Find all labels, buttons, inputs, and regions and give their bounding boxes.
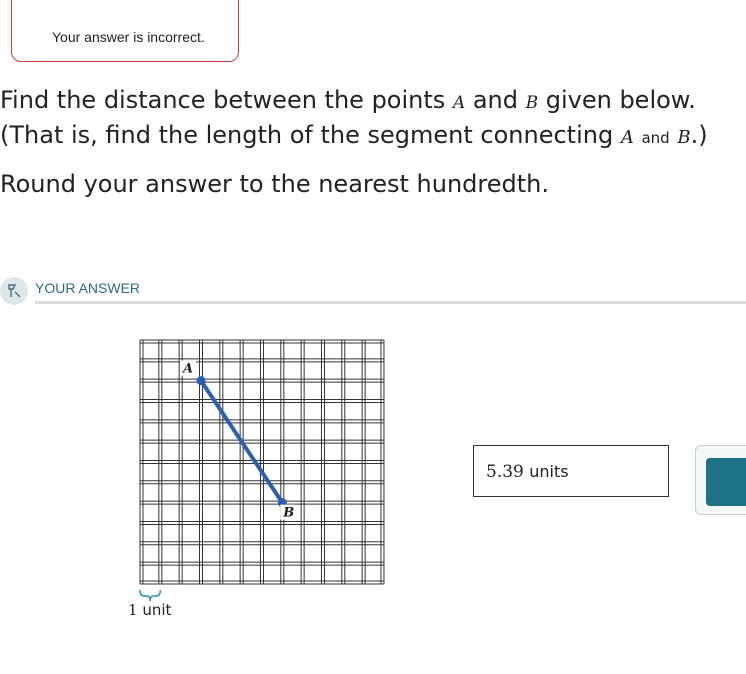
answer-value (486, 462, 569, 482)
question-text: and (465, 86, 526, 114)
point-b-label: B (283, 505, 295, 521)
your-answer-label: YOUR ANSWER (35, 280, 141, 296)
unit-number: 1 (128, 601, 138, 619)
question-text: given below. (538, 86, 696, 114)
feedback-message: Your answer is incorrect. (52, 29, 205, 45)
question-text: .) (690, 121, 708, 149)
point-a-var: A (452, 93, 466, 113)
point-a-label-box (180, 361, 196, 377)
answer-unit: units (529, 462, 569, 481)
point-b-var: B (525, 93, 539, 113)
answer-input[interactable] (473, 445, 669, 497)
point-a-label: A (182, 361, 194, 377)
point-b-label-box (280, 505, 296, 521)
and-word: and (641, 129, 670, 147)
unit-brace (140, 590, 160, 601)
answer-action-button[interactable] (695, 445, 746, 515)
question-text: (That is, find the length of the segment connecting (0, 121, 621, 149)
action-button-face (706, 458, 746, 506)
point-a (196, 376, 205, 385)
point-b-var: B (677, 127, 691, 148)
segment-ab (201, 381, 282, 503)
unit-label (128, 601, 171, 619)
grid-lines (140, 340, 384, 584)
point-a-var: A (620, 127, 634, 148)
question-text: Find the distance between the points (0, 86, 453, 114)
question-line-3: Round your answer to the nearest hundredth. (0, 170, 549, 198)
answer-number: 5.39 (486, 462, 524, 482)
unit-text: unit (142, 601, 172, 619)
